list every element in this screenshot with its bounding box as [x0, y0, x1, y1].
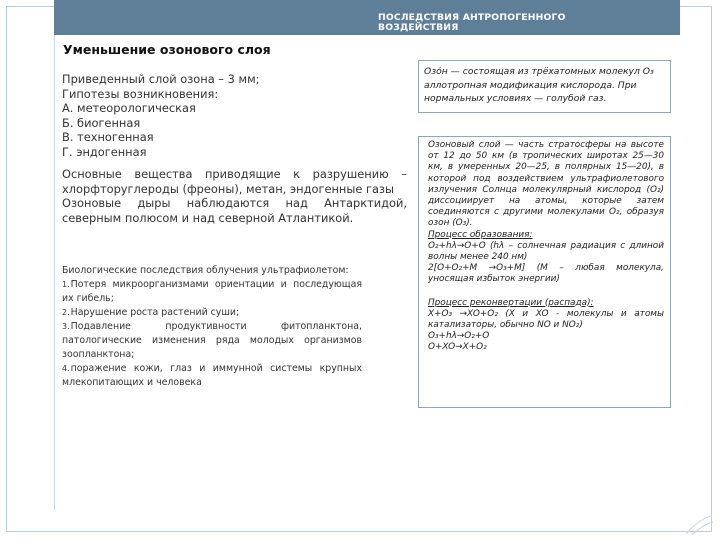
intro-block: [62, 72, 407, 160]
causes-text: Основные вещества приводящие к разрушению – хлорфторуглероды (фреоны), метан, эндогенные газы: [62, 167, 407, 196]
spacer: [428, 286, 664, 298]
intro-line: А. метеорологическая: [62, 101, 196, 116]
reaction-line: O₃+hλ→O₂+O: [428, 331, 490, 342]
causes-block: [62, 167, 407, 225]
intro-line: В. техногенная: [62, 130, 154, 145]
ozone-holes-text: Озоновые дыры наблюдаются над Антарктидой, северным полюсом и над северной Атлантикой.: [62, 196, 407, 225]
ozone-definition-box: [418, 60, 671, 113]
list-item: [62, 362, 362, 390]
list-item: [62, 320, 362, 362]
list-item: [62, 306, 362, 320]
list-number: 3.: [62, 322, 70, 331]
header-title: ПОСЛЕДСТВИЯ АНТРОПОГЕННОГО ВОЗДЕЙСТВИЯ: [378, 12, 566, 33]
list-text: Подавление продуктивности фитопланктона, патологические изменения ряда молодых организмов зоопланктона;: [62, 321, 362, 360]
corner-decoration: [684, 514, 714, 536]
bio-effects-block: [62, 264, 362, 390]
ozone-layer-description: Озоновый слой — часть стратосферы на высоте от 12 до 50 км (в тропических широтах 25—30 км, в умеренных 20—25, в полярных 15—20), в которой под воздействием ультрафиолетового излучения Солнца молекулярный кислород (O₂) диссоциирует на атомы, которые затем соединяются с другими молекулами O₂, образуя озон (O₃).: [428, 140, 664, 229]
reconversion-heading: Процесс реконвертации (распада):: [428, 297, 594, 308]
intro-line: Б. биогенная: [62, 115, 141, 130]
intro-line: Г. эндогенная: [62, 144, 147, 159]
reaction-line: O₂+hλ→O+O (hλ – солнечная радиация с длиной волны менее 240 нм): [428, 240, 664, 263]
ozone-definition-text: Озóн — состоящая из трёхатомных молекул O₃ аллотропная модификация кислорода. При нормальных условиях — голубой газ.: [424, 66, 654, 104]
list-number: 2.: [62, 308, 70, 317]
reaction-line: O+XO→X+O₂: [428, 342, 487, 353]
list-item: [62, 278, 362, 306]
bio-heading: Биологические последствия облучения ультрафиолетом:: [62, 265, 349, 276]
page-title: Уменьшение озонового слоя: [63, 42, 271, 57]
intro-line: Гипотезы возникновения:: [62, 86, 219, 101]
list-number: 1.: [62, 280, 70, 289]
list-text: Нарушение роста растений суши;: [70, 307, 240, 318]
panel-edge: [54, 35, 55, 510]
reaction-line: 2[O+O₂+M →O₃+M] (M – любая молекула, уносящая избыток энергии): [428, 263, 664, 285]
formation-heading: Процесс образования:: [428, 229, 533, 240]
list-text: Потеря микроорганизмами ориентации и последующая их гибель;: [62, 279, 362, 304]
list-text: поражение кожи, глаз и иммунной системы крупных млекопитающих и человека: [62, 363, 362, 388]
intro-line: Приведенный слой озона – 3 мм;: [62, 72, 260, 86]
list-number: 4.: [62, 364, 70, 373]
reaction-line: X+O₃ →XO+O₂ (X и XO - молекулы и атомы катализаторы, обычно NO и NO₂): [428, 308, 664, 331]
ozone-layer-box: [418, 136, 671, 408]
